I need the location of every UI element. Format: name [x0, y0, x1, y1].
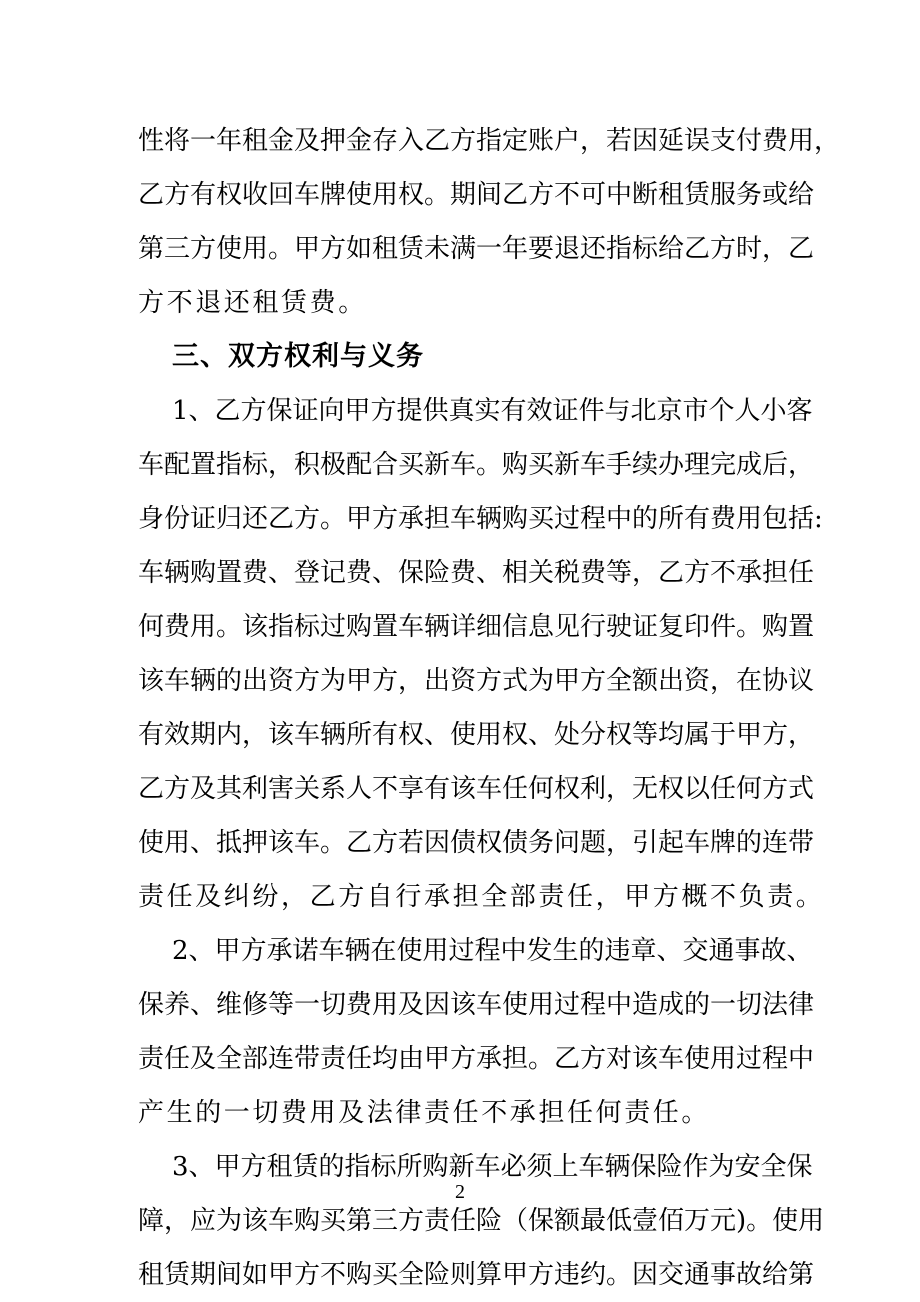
paragraph-first-line: 2、甲方承诺车辆在使用过程中发生的违章、交通事故、	[172, 936, 813, 966]
page-number: 2	[455, 1181, 465, 1203]
text-line: 障，应为该车购买第三方责任险（保额最低壹佰万元)。使用	[138, 1206, 825, 1236]
paragraph-first-line: 1、乙方保证向甲方提供真实有效证件与北京市个人小客	[172, 396, 813, 426]
text-line: 乙方有权收回车牌使用权。期间乙方不可中断租赁服务或给	[138, 180, 815, 210]
text-line: 乙方及其利害关系人不享有该车任何权利，无权以任何方式	[138, 774, 815, 804]
text-line: 何费用。该指标过购置车辆详细信息见行驶证复印件。购置	[138, 612, 815, 642]
document-body	[138, 114, 841, 1302]
text-line: 身份证归还乙方。甲方承担车辆购买过程中的所有费用包括:	[138, 504, 823, 534]
text-line: 使用、抵押该车。乙方若因债权债务问题，引起车牌的连带	[138, 828, 815, 858]
text-line: 车辆购置费、登记费、保险费、相关税费等，乙方不承担任	[138, 558, 815, 588]
text-line: 方不退还租赁费。	[138, 288, 367, 318]
section-heading: 三、双方权利与义务	[172, 341, 424, 372]
text-line: 产生的一切费用及法律责任不承担任何责任。	[138, 1098, 711, 1128]
text-line: 有效期内，该车辆所有权、使用权、处分权等均属于甲方，	[138, 720, 815, 750]
text-line: 第三方使用。甲方如租赁未满一年要退还指标给乙方时，乙	[138, 234, 815, 264]
text-line: 责任及全部连带责任均由甲方承担。乙方对该车使用过程中	[138, 1044, 815, 1074]
text-line: 保养、维修等一切费用及因该车使用过程中造成的一切法律	[138, 990, 815, 1020]
text-line: 性将一年租金及押金存入乙方指定账户，若因延误支付费用，	[138, 126, 841, 156]
text-line: 责任及纠纷，乙方自行承担全部责任，甲方概不负责。	[138, 882, 825, 912]
text-line: 该车辆的出资方为甲方，出资方式为甲方全额出资，在协议	[138, 666, 815, 696]
text-line: 车配置指标，积极配合买新车。购买新车手续办理完成后，	[138, 450, 815, 480]
text-line: 租赁期间如甲方不购买全险则算甲方违约。因交通事故给第	[138, 1260, 815, 1290]
paragraph-first-line: 3、甲方租赁的指标所购新车必须上车辆保险作为安全保	[172, 1152, 813, 1182]
